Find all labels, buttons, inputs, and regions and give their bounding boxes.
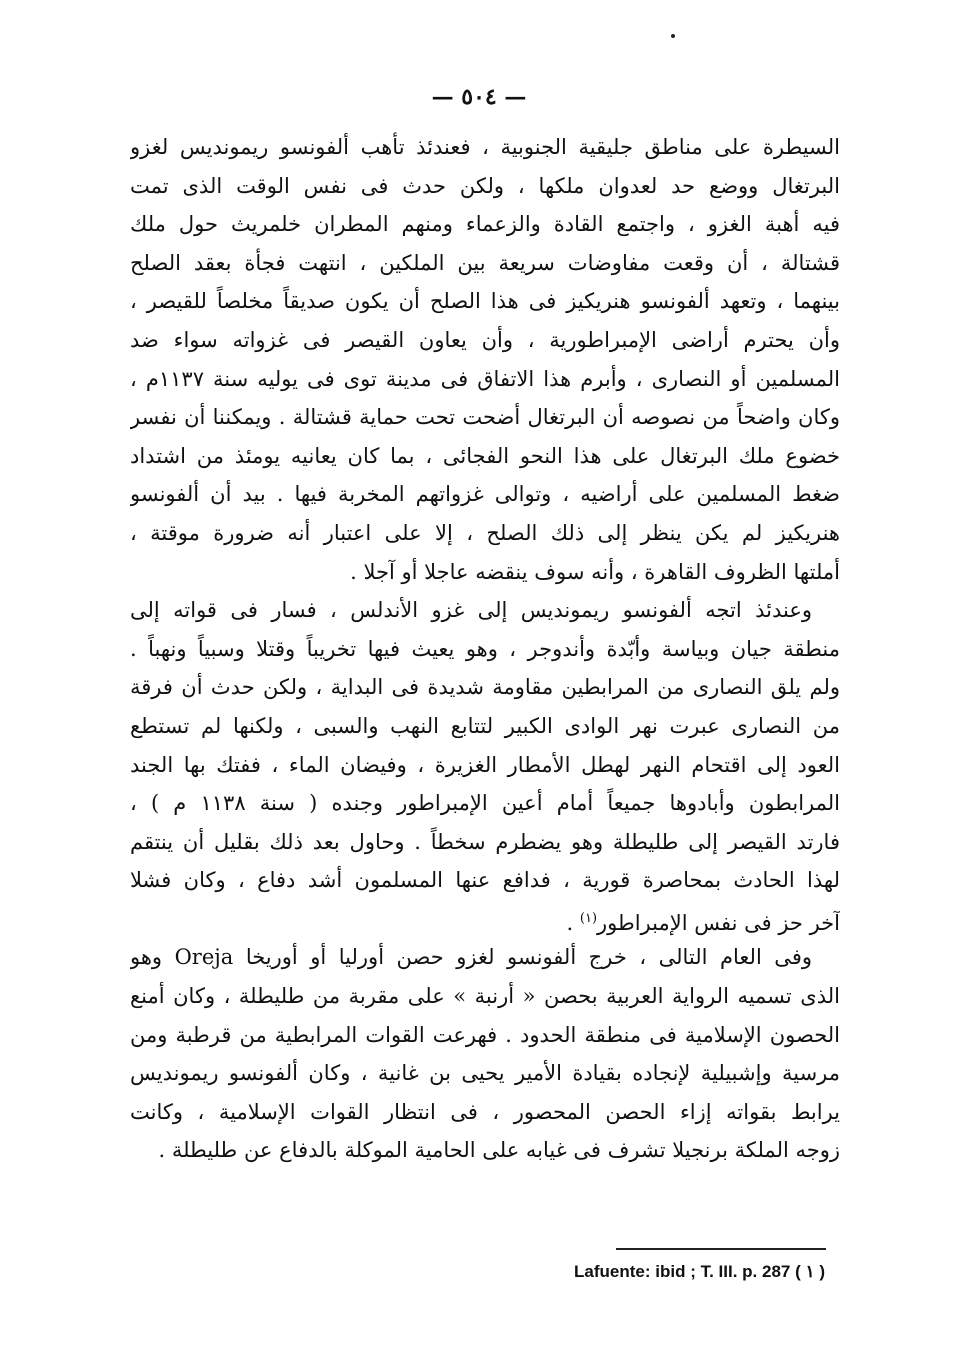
body-text [130,128,840,1170]
page-number: — ٥٠٤ — [431,84,527,110]
text-line: وعندئذ اتجه ألفونسو ريموندیس إلى غزو الأندلس ، فسار فى قواته إلى [130,598,812,623]
text-line: من النصارى عبرت نهر الوادى الكبير لتتابع النهب والسبى ، ولكنها لم تستطع [130,713,840,738]
text-line: قشتالة ، أن وقعت مفاوضات سريعة بين الملكين ، انتهت فجأة بعقد الصلح [130,250,840,275]
footnote-divider [616,1248,826,1250]
text-line: العود إلى اقتحام النهر لهطل الأمطار الغزيرة ، وفيضان الماء ، ففتك بها الجند [130,752,840,777]
text-line: فارتد القيصر إلى طليطلة وهو يضطرم سخطاً . وحاول بعد ذلك بقليل أن ينتقم [130,829,840,854]
text-line-with-note: آخر حز فى نفس الإمبراطور$^{(١)}$ . [566,910,840,935]
text-line: منطقة جيان وبياسة وأبّدة وأندوجر ، وهو يعيث فيها تخريباً وقتلا وسبياً ونهباً . [130,636,840,661]
text-line: الحصون الإسلامية فى منطقة الحدود . فهرعت القوات المرابطية من قرطبة ومن [130,1022,840,1047]
text-line: فيه أهبة الغزو ، واجتمع القادة والزعماء ومنهم المطران خلمريث حول ملك [130,212,840,237]
text-line: زوجه الملكة برنجيلا تشرف فى غيابه على الحامية الموكلة بالدفاع عن طليطلة . [158,1138,840,1163]
footnote: Lafuente: ibid ; T. III. p. 287 ( ١ ) [574,1262,825,1281]
text-line: مرسية وإشبيلية لإنجاده بقيادة الأمير يحيى بن غانية ، وكان ألفونسو ريموندیس [130,1061,840,1086]
text-line: وفى العام التالى ، خرج ألفونسو لغزو حصن أورليا أو أوريخا Oreja وهو [130,945,812,970]
text-line: يرابط بقواته إزاء الحصن المحصور ، فى انتظار القوات الإسلامية ، وكانت [130,1099,840,1124]
page-speck [671,34,675,38]
footnote-marker: (١) [579,910,598,926]
text-line: وكان واضحاً من نصوصه أن البرتغال أضحت تحت حماية قشتالة . ويمكننا أن نفسر [130,405,840,430]
text-line: خضوع ملك البرتغال على هذا النحو الفجائى ، بما كان يعانيه يومئذ من اشتداد [130,443,840,468]
text-line: المرابطون وأبادوها جميعاً أمام أعين الإمبراطور وجنده ( سنة ١١٣٨ م ) ، [130,791,840,816]
text-line: البرتغال ووضع حد لعدوان ملكها ، ولكن حدث فى نفس الوقت الذى تمت [130,173,840,198]
text-line: وأن يحترم أراضى الإمبراطورية ، وأن يعاون القيصر فى غزواته سواء ضد [130,327,840,352]
text-span: آخر حز فى نفس الإمبراطور [597,910,840,935]
text-line: ولم يلق النصارى من المرابطين مقاومة شديدة فى البداية ، ولكن حدث أن فرقة [130,675,840,700]
text-line: الذى تسميه الرواية العربية بحصن « أرنبة » على مقربة من طليطلة ، وكان أمنع [130,984,840,1009]
text-line: المسلمين أو النصارى ، وأبرم هذا الاتفاق فى مدينة توى فى يوليه سنة ١١٣٧م ، [130,366,840,391]
text-line: ضغط المسلمين على أراضيه ، وتوالى غزواتهم المخربة فيها . بيد أن ألفونسو [130,482,840,507]
text-line: هنريكيز لم يكن ينظر إلى ذلك الصلح ، إلا على اعتبار أنه ضرورة موقتة ، [130,520,840,545]
text-line: أملتها الظروف القاهرة ، وأنه سوف ينقضه عاجلا أو آجلا . [350,559,840,584]
text-line: لهذا الحادث بمحاصرة قورية ، فدافع عنها المسلمون أشد دفاع ، وكان فشلا [130,868,840,893]
text-line: بينهما ، وتعهد ألفونسو هنريكيز فى هذا الصلح أن يكون صديقاً مخلصاً للقيصر ، [130,289,840,314]
text-line: السيطرة على مناطق جليقية الجنوبية ، فعندئذ تأهب ألفونسو ريموندیس لغزو [130,135,840,159]
